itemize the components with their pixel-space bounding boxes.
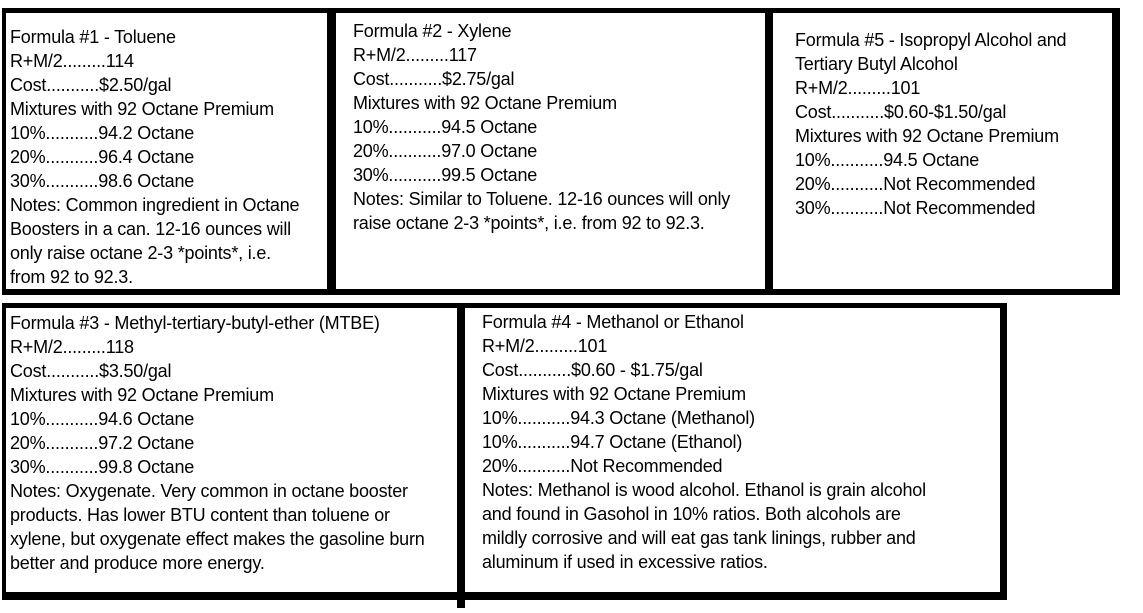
text-line: Formula #4 - Methanol or Ethanol — [482, 312, 744, 332]
text-line: raise octane 2-3 *points*, i.e. from 92 to 92.3. — [353, 213, 705, 233]
text-line: 30%...........98.6 Octane — [10, 171, 195, 191]
text-line: 20%...........Not Recommended — [795, 174, 1036, 194]
text-line: 30%...........Not Recommended — [795, 198, 1036, 218]
text-line: Cost...........$0.60-$1.50/gal — [795, 102, 1007, 122]
text-line: R+M/2.........114 — [10, 51, 134, 71]
text-line: 30%...........99.8 Octane — [10, 457, 195, 477]
text-line: 10%...........94.5 Octane — [795, 150, 980, 170]
text-line: Notes: Methanol is wood alcohol. Ethanol is grain alcohol — [482, 480, 926, 500]
text-line: Mixtures with 92 Octane Premium — [482, 384, 746, 404]
text-line: Formula #2 - Xylene — [353, 21, 512, 41]
text-line: Mixtures with 92 Octane Premium — [10, 99, 274, 119]
formula-2-xylene-card — [336, 8, 773, 295]
text-line: Formula #3 - Methyl-tertiary-butyl-ether (MTBE) — [10, 313, 380, 333]
text-line: Cost...........$0.60 - $1.75/gal — [482, 360, 703, 380]
text-line: 20%...........97.0 Octane — [353, 141, 538, 161]
formula-5-isopropyl-tba-card — [773, 8, 1120, 295]
text-line: Mixtures with 92 Octane Premium — [10, 385, 274, 405]
text-line: 10%...........94.3 Octane (Methanol) — [482, 408, 755, 428]
text-line: Notes: Common ingredient in Octane — [10, 195, 300, 215]
text-line: R+M/2.........101 — [795, 78, 921, 98]
text-line: R+M/2.........118 — [10, 337, 134, 357]
text-line: 20%...........97.2 Octane — [10, 433, 195, 453]
text-line: products. Has lower BTU content than toluene or — [10, 505, 390, 525]
text-line: R+M/2.........101 — [482, 336, 608, 356]
text-line: Notes: Oxygenate. Very common in octane booster — [10, 481, 408, 501]
text-line: and found in Gasohol in 10% ratios. Both alcohols are — [482, 504, 901, 524]
text-line: xylene, but oxygenate effect makes the gasoline burn — [10, 529, 425, 549]
text-line: Mixtures with 92 Octane Premium — [795, 126, 1059, 146]
text-line: Cost...........$2.75/gal — [353, 69, 515, 89]
text-line: 10%...........94.2 Octane — [10, 123, 195, 143]
text-line: mildly corrosive and will eat gas tank linings, rubber and — [482, 528, 916, 548]
formula-1-toluene-card — [2, 8, 336, 295]
text-line: R+M/2.........117 — [353, 45, 477, 65]
formula-4-methanol-ethanol-card — [465, 303, 1007, 600]
text-line: Mixtures with 92 Octane Premium — [353, 93, 617, 113]
text-line: 20%...........96.4 Octane — [10, 147, 195, 167]
text-line: Formula #1 - Toluene — [10, 27, 176, 47]
text-line: Formula #5 - Isopropyl Alcohol and — [795, 30, 1067, 50]
text-line: Boosters in a can. 12-16 ounces will — [10, 219, 291, 239]
text-line: only raise octane 2-3 *points*, i.e. — [10, 243, 271, 263]
text-line: 10%...........94.5 Octane — [353, 117, 538, 137]
text-line: 10%...........94.7 Octane (Ethanol) — [482, 432, 743, 452]
text-line: better and produce more energy. — [10, 553, 265, 573]
text-line: Cost...........$2.50/gal — [10, 75, 172, 95]
column-divider-stub — [457, 600, 465, 608]
text-line: Cost...........$3.50/gal — [10, 361, 172, 381]
text-line: Notes: Similar to Toluene. 12-16 ounces will only — [353, 189, 731, 209]
text-line: aluminum if used in excessive ratios. — [482, 552, 768, 572]
formula-3-mtbe-card — [2, 303, 465, 600]
text-line: 30%...........99.5 Octane — [353, 165, 538, 185]
text-line: Tertiary Butyl Alcohol — [795, 54, 958, 74]
text-line: from 92 to 92.3. — [10, 267, 133, 287]
text-line: 20%...........Not Recommended — [482, 456, 723, 476]
text-line: 10%...........94.6 Octane — [10, 409, 195, 429]
